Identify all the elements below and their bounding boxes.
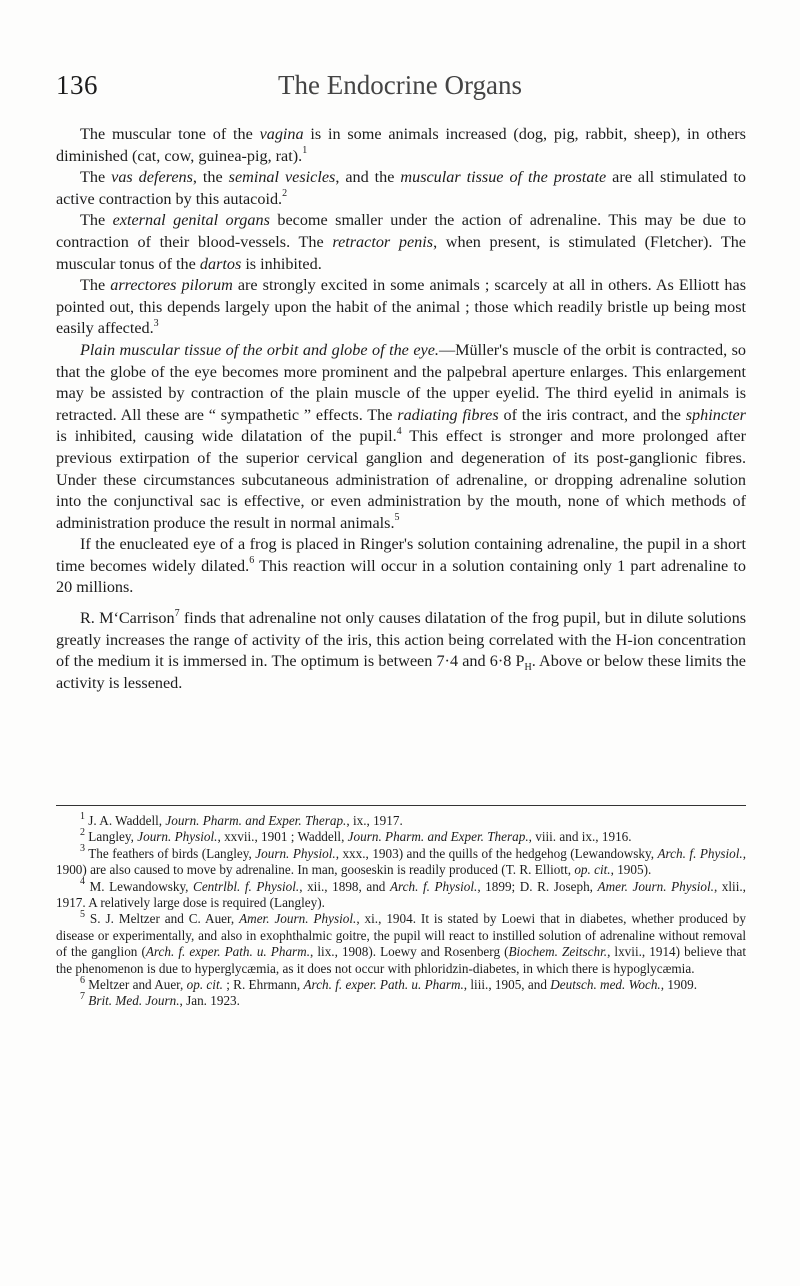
text: are all stimulated to active contraction by this autacoid. [56,168,747,208]
text: , ix., 1917. [346,813,403,828]
text: is inhibited. [241,254,322,273]
citation-title: op. cit. [186,977,223,993]
italic-term: vagina [259,125,304,143]
text: S. J. Meltzer and C. Auer, [85,911,240,927]
italic-term: seminal vesicles [228,168,336,187]
footnote-divider [56,805,746,806]
citation-title: Arch. f. Physiol. [389,878,478,894]
text: , liii., 1905, and [463,977,551,993]
footnote-ref: 2 [282,188,288,200]
citation-title: Amer. Journ. Physiol. [597,878,714,894]
text: is inhibited, causing wide dilatation of the pupil. [56,427,397,446]
text: . Above or below these limits the activity is lessened. [56,652,746,692]
text: , xi., 1904. It is stated by Loewi that in diabetes, whether produced by disease or experimentally, and also in exophthalmic goitre, the pupil will react to instilled solution of adrenaline without removal of the ganglion ( [56,911,746,960]
citation-title: Arch. f. Physiol. [657,845,743,861]
footnote-number: 4 [80,876,85,888]
text: , xxvii., 1901 ; Waddell, [217,829,348,845]
text: The feathers of birds (Langley, [85,845,256,861]
text: R. M‘Carrison [80,609,175,628]
footnote-number: 3 [80,843,85,855]
text: , xii., 1898, and [299,878,390,894]
text: become smaller under the action of adrenaline. This may be due to contraction of their blood-vessels. The [56,211,747,251]
italic-term: arrectores pilorum [110,276,233,295]
citation-title: Arch. f. exper. Path. u. Pharm. [303,977,464,993]
text: is in some animals increased (dog, pig, rabbit, sheep), in others diminished (cat, cow, guinea-pig, rat). [56,125,746,165]
footnote-5 [56,911,746,977]
text: Langley, [85,829,138,845]
running-title: The Endocrine Organs [278,70,522,100]
text: , 1899; D. R. Joseph, [477,878,598,894]
text: , Jan. 1923. [179,993,240,1009]
footnote-ref: 1 [302,145,308,157]
citation-title: Amer. Journ. Physiol. [239,911,357,927]
text: , and the [335,168,401,187]
citation-title: Journ. Physiol. [255,845,336,861]
footnote-number: 7 [80,991,85,1003]
paragraph-external-genital [56,210,746,275]
text: The [80,211,113,230]
italic-term: vas deferens [111,168,193,187]
footnote-ref: 6 [249,555,255,567]
citation-title: Biochem. Zeitschr. [508,944,608,960]
footnote-number: 5 [80,909,85,921]
text: Meltzer and Auer, [85,977,187,993]
footnote-3 [56,843,746,879]
page-number: 136 [56,70,98,100]
text: M. Lewandowsky, [85,878,194,894]
text: , xxx., 1903) and the quills of the hedgehog (Lewandowsky, [335,845,658,861]
footnote-4 [56,876,746,912]
text: If the enucleated eye of a frog is placed in Ringer's solution containing adrenaline, the pupil in a short time becomes widely dilated. [56,535,746,575]
italic-heading: Plain muscular tissue of the orbit and globe of the eye. [80,340,439,359]
citation-title: Deutsch. med. Woch. [550,977,661,993]
footnote-7 [56,993,746,1009]
text: This effect is stronger and more prolonged after previous extirpation of the superior cervical ganglion and degeneration of its post-ganglionic fibres. Under these circumstances subcutaneous administration of adrenaline, or dropping adrenaline solution into the conjunctival sac is effective, or even administration by the mouth, none of which methods of administration produce the result in normal animals. [56,427,746,532]
footnote-1 [56,810,746,829]
footnote-ref: 3 [153,317,159,329]
paragraph-frog-eye [56,534,746,599]
italic-term: muscular tissue of the prostate [400,168,607,187]
text: , when present, is stimulated (Fletcher). The muscular tonus of the [56,232,746,273]
footnotes [56,810,747,1010]
footnote-number: 1 [80,810,85,822]
text: —Müller's muscle of the orbit is contracted, so that the globe of the eye becomes more prominent and the palpebral aperture enlarges. This enlargement may be assisted by contraction of the plain muscle of the upper eyelid. The third eyelid in animals is retracted. All these are “ sympathetic ” effects. The [56,340,746,424]
text: The muscular tone of the [80,125,260,143]
citation-title: op. cit. [574,862,611,878]
text: This reaction will occur in a solution containing only 1 part adrenaline to 20 millions. [56,556,746,597]
citation-title: Brit. Med. Journ. [88,993,180,1009]
text: , 1905). [610,862,652,878]
italic-term: sphincter [685,405,746,424]
footnote-6 [56,974,746,993]
citation-title: Arch. f. exper. Path. u. Pharm. [145,944,310,960]
paragraph-mccarrison [56,608,746,694]
text: , viii. and ix., 1916. [528,829,632,845]
italic-term: dartos [199,254,242,273]
citation-title: Journ. Pharm. and Exper. Therap. [165,813,347,828]
page-header [56,70,744,110]
footnote-ref: 7 [174,607,180,619]
citation-title: Journ. Pharm. and Exper. Therap. [347,829,529,845]
paragraph-eye [56,340,746,534]
text: of the iris contract, and the [498,405,686,424]
citation-title: Centrlbl. f. Physiol. [193,878,300,894]
footnote-number: 2 [80,827,85,839]
citation-title: Journ. Physiol. [137,829,218,845]
footnote-2 [56,829,746,845]
text: The [80,168,112,187]
text: J. A. Waddell, [85,813,166,828]
text: , 1900) are also caused to move by adrenaline. In man, gooseskin is readily produced (T. R. Elliott, [56,845,746,878]
text: , xlii., 1917. A relatively large dose is required (Langley). [56,878,746,911]
text: , the [192,168,229,187]
footnote-number: 6 [80,974,85,986]
italic-term: radiating fibres [397,405,499,424]
text: finds that adrenaline not only causes dilatation of the frog pupil, but in dilute solutions greatly increases the range of activity of the iris, this action being correlated with the H-ion concentration of the medium it is immersed in. The optimum is between 7·4 and 6·8 P [56,609,747,671]
paragraph-vas-deferens [56,167,746,210]
body-text [56,124,746,694]
footnote-ref: 5 [394,512,400,524]
italic-term: external genital organs [112,211,270,230]
paragraph-arrectores [56,275,746,340]
text: The [80,276,111,295]
text: are strongly excited in some animals ; scarcely at all in others. As Elliott has pointed out, this depends largely upon the habit of the animal ; those which readily bristle up being most easily affected. [56,276,746,338]
text: , lxvii., 1914) believe that the phenomenon is due to hyperglycæmia, as it does not occur with phloridzin-diabetes, in which there is hypoglycæmia. [56,944,747,976]
subscript: H [524,662,532,674]
paragraph-vagina [56,124,746,167]
text: , 1909. [660,977,697,993]
footnote-ref: 4 [396,425,402,437]
italic-term: retractor penis [332,232,434,251]
text: ; R. Ehrmann, [222,977,304,993]
text: , lix., 1908). Loewy and Rosenberg ( [310,944,509,960]
